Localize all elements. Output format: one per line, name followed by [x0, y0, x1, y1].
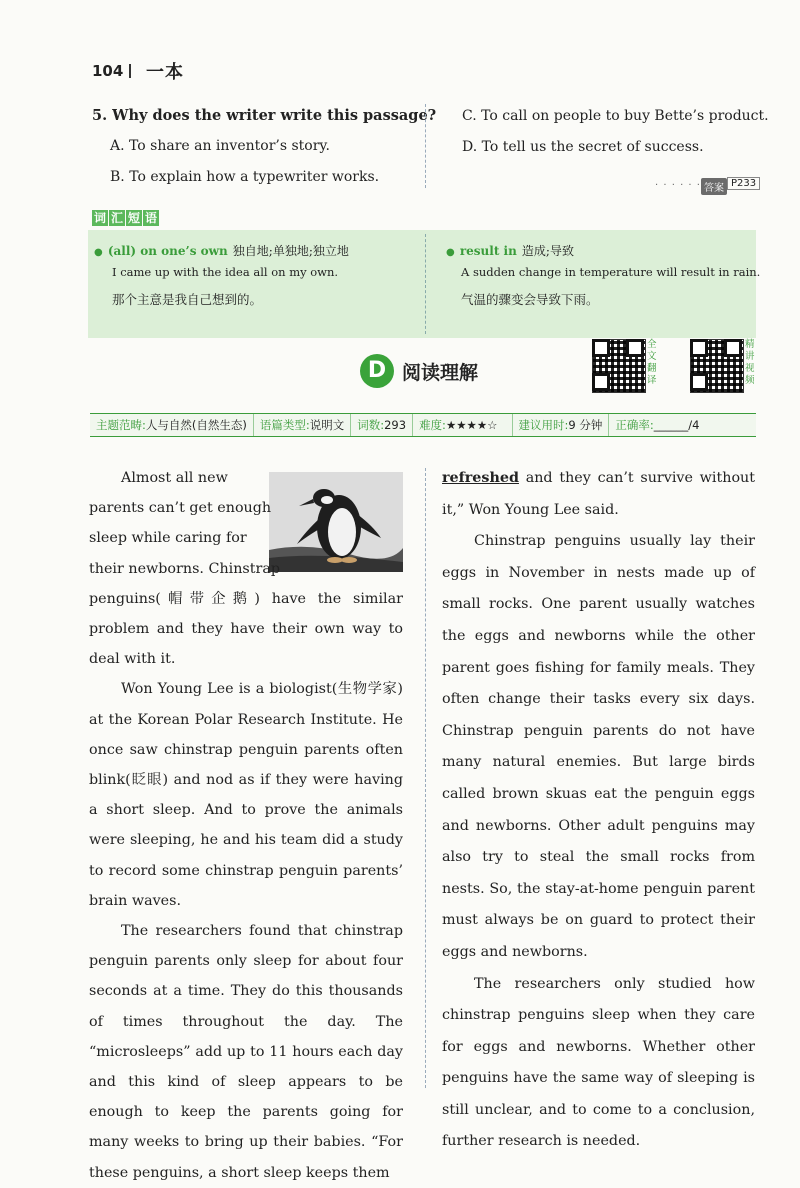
- qr-translation-label: [647, 339, 658, 387]
- info-words-value: 293: [384, 418, 407, 432]
- vocab-left-term: (all) on one’s own: [107, 244, 228, 258]
- para6: The researchers only studied how chinstrap penguins sleep when they care for eggs and newborns. Whether other penguins have the same way of sleeping is still unclear, and to come to a conclusion, further research is needed.: [442, 975, 755, 1150]
- info-words-label: 词数:: [357, 418, 385, 432]
- bullet-icon: ●: [446, 247, 455, 258]
- para5: Chinstrap penguins usually lay their eggs in November in nests made up of small rocks. One parent usually watches the eggs and newborns while the other parent goes fishing for family meals. They often change their tasks every six days. Chinstrap penguin parents do not have many natural enemies. But large birds called brown skuas eat the penguin eggs and newborns. Other adult penguins may also try to steal the small rocks from nests. So, the stay-at-home penguin parent must always be on guard to protect their eggs and newborns.: [442, 533, 755, 960]
- page-number: 104: [92, 62, 124, 80]
- para1-line-text: their newborns. Chinstrap: [89, 560, 281, 577]
- vocab-heading: [92, 207, 160, 226]
- para1-line-text: parents can’t get enough: [89, 500, 272, 517]
- difficulty-stars-icon: ★★★★☆: [445, 418, 498, 432]
- qr-label-char: 译: [647, 375, 657, 386]
- info-type-value: 说明文: [309, 418, 345, 432]
- info-accuracy-value: ______/4: [653, 418, 700, 432]
- para1-line-text: Almost all new: [121, 470, 228, 486]
- vocab-left-term-row: [94, 240, 349, 259]
- qr-label-char: 全: [647, 339, 657, 350]
- para4-rest: and they can’t survive without it,” Won Young Lee said.: [442, 470, 755, 518]
- qr-finder-icon: [690, 373, 708, 391]
- article-column-divider: [425, 468, 426, 1088]
- qr-finder-icon: [690, 339, 708, 357]
- vocab-right-term: result in: [459, 244, 517, 258]
- qr-finder-icon: [592, 339, 610, 357]
- info-time-value: 9 分钟: [568, 418, 603, 432]
- info-difficulty: [413, 414, 512, 436]
- para1-line: [89, 463, 403, 493]
- vocab-heading-char: 词: [93, 211, 106, 225]
- para1-line: [89, 523, 403, 553]
- info-type-label: 语篇类型:: [259, 418, 310, 432]
- para1-line: [89, 554, 403, 584]
- info-difficulty-label: 难度:: [419, 418, 446, 432]
- vocab-divider: [425, 234, 426, 334]
- qr-label-char: 文: [647, 351, 657, 362]
- info-time-label: 建议用时:: [518, 418, 569, 432]
- info-theme-value: 人与自然(自然生态): [145, 418, 247, 432]
- info-theme-label: 主题范畴:: [96, 418, 146, 432]
- para1-line-text: sleep while caring for: [89, 530, 247, 547]
- answer-leader: · · · · · ·: [655, 180, 701, 191]
- qr-label-char: 视: [745, 363, 755, 374]
- key-word-refreshed: refreshed: [442, 470, 519, 486]
- vocab-right-example: A sudden change in temperature will result in rain.: [461, 265, 761, 279]
- article-right-column: [442, 463, 755, 1158]
- qr-label-char: 翻: [647, 363, 657, 374]
- header-divider: [129, 64, 131, 78]
- info-words: [351, 414, 413, 436]
- info-theme: [90, 414, 254, 436]
- vocab-left-meaning: 独自地;单独地;独立地: [232, 244, 349, 258]
- qr-finder-icon: [626, 339, 644, 357]
- info-time: [513, 414, 610, 436]
- vocab-right-term-row: [446, 240, 574, 259]
- section-d-icon: D: [360, 354, 394, 388]
- para1-line: [89, 493, 403, 523]
- info-bar: [90, 413, 756, 437]
- option-c: C. To call on people to buy Bette’s product.: [462, 108, 769, 124]
- vocab-heading-char: 短: [127, 211, 140, 225]
- para1-rest: penguins(帽带企鹅) have the similar problem and they have their own way to deal with it.: [89, 590, 403, 668]
- option-b: B. To explain how a typewriter works.: [110, 169, 380, 185]
- vocab-left-example: I came up with the idea all on my own.: [112, 265, 339, 279]
- answer-tag: 答案: [701, 178, 727, 195]
- article-left-column: [89, 463, 403, 1188]
- vocab-left-translation: 那个主意是我自己想到的。: [112, 292, 263, 307]
- brand-logo: 一本: [146, 62, 184, 83]
- qr-label-char: 频: [745, 375, 755, 386]
- section-title: 阅读理解: [402, 362, 479, 384]
- column-divider: [425, 104, 426, 188]
- vocab-heading-char: 语: [144, 211, 157, 225]
- vocab-right-translation: 气温的骤变会导致下雨。: [461, 292, 599, 307]
- option-d: D. To tell us the secret of success.: [462, 139, 704, 155]
- qr-video[interactable]: [690, 339, 744, 393]
- qr-finder-icon: [592, 373, 610, 391]
- qr-translation[interactable]: [592, 339, 646, 393]
- info-type: [254, 414, 351, 436]
- info-accuracy-label: 正确率:: [615, 418, 654, 432]
- vocab-heading-char: 汇: [110, 211, 123, 225]
- option-a: A. To share an inventor’s story.: [110, 138, 330, 154]
- qr-finder-icon: [724, 339, 742, 357]
- qr-label-char: 讲: [745, 351, 755, 362]
- para2: Won Young Lee is a biologist(生物学家) at the Korean Polar Research Institute. He once saw chinstrap penguin parents often blink(眨眼) and nod as if they were having a short sleep. And to prove the animals were sleeping, he and his team did a study to record some chinstrap penguin parents’ brain waves.: [89, 681, 403, 909]
- bullet-icon: ●: [94, 247, 103, 258]
- vocab-right-meaning: 造成;导致: [521, 244, 574, 258]
- para4: [442, 463, 755, 526]
- answer-page: P233: [727, 177, 760, 190]
- info-accuracy: [609, 414, 705, 436]
- qr-label-char: 精: [745, 339, 755, 350]
- qr-video-label: [745, 339, 756, 387]
- question-title: 5. Why does the writer write this passage?: [92, 107, 437, 124]
- para3: The researchers found that chinstrap penguin parents only sleep for about four seconds at a time. They do this thousands of times throughout the day. The “microsleeps” add up to 11 hours each day and this kind of sleep appears to be enough to keep the parents going for many weeks to bring up their babies. “For these penguins, a short sleep keeps them: [89, 923, 403, 1181]
